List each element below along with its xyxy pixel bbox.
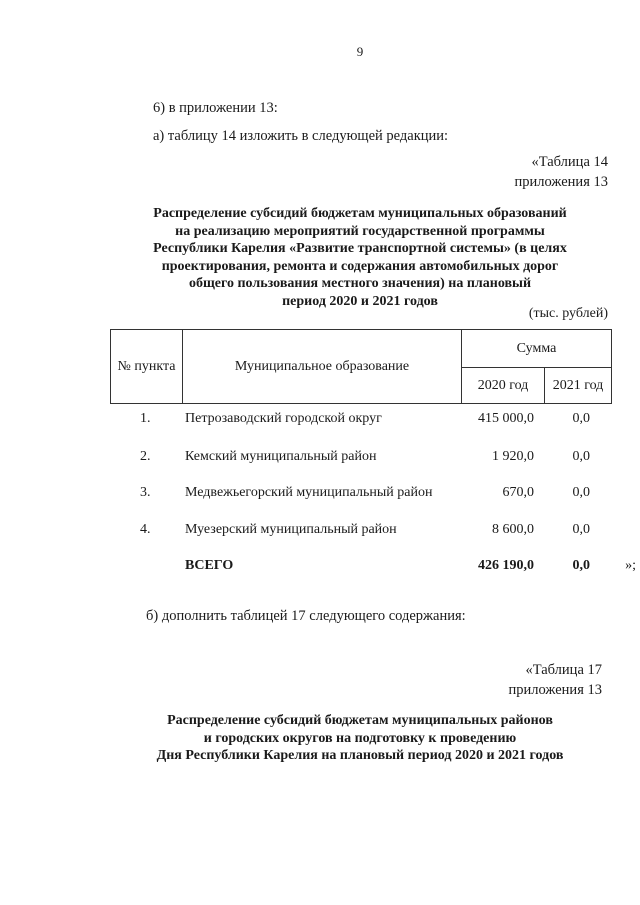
table14-ref-line2: приложения 13	[514, 174, 608, 190]
table14-title-line6: период 2020 и 2021 годов	[282, 293, 438, 309]
row-number: 3.	[140, 485, 151, 500]
row-2021-value: 0,0	[572, 522, 590, 537]
table17-ref-line2: приложения 13	[508, 682, 602, 698]
header-2020: 2020 год	[462, 368, 545, 404]
table14-title-line2: на реализацию мероприятий государственной программы	[175, 223, 545, 239]
row-2021-value: 0,0	[572, 411, 590, 426]
units-label: (тыс. рублей)	[528, 306, 608, 321]
row-2021-value: 0,0	[572, 485, 590, 500]
table17-title-line2: и городских округов на подготовку к проведению	[203, 730, 517, 746]
total-2020-value: 426 190,0	[478, 558, 534, 573]
header-2021: 2021 год	[545, 368, 612, 404]
row-number: 2.	[140, 449, 151, 464]
table14-header	[110, 329, 612, 404]
table17-ref-line1: «Таблица 17	[525, 662, 602, 678]
table14-title-line5: общего пользования местного значения) на плановый	[188, 276, 532, 291]
row-2020-value: 670,0	[502, 485, 534, 500]
page-number: 9	[356, 44, 364, 59]
row-2020-value: 415 000,0	[478, 411, 534, 426]
row-municipality: Медвежьегорский муниципальный район	[185, 485, 433, 500]
row-municipality: Кемский муниципальный район	[185, 449, 377, 464]
row-2021-value: 0,0	[572, 449, 590, 464]
header-sum: Сумма	[462, 330, 612, 368]
total-label: ВСЕГО	[185, 558, 234, 573]
table14-title-line3: Республики Карелия «Развитие транспортной системы» (в целях	[153, 241, 567, 256]
row-municipality: Муезерский муниципальный район	[185, 522, 397, 537]
table17-title-line1: Распределение субсидий бюджетам муниципальных районов	[167, 713, 553, 728]
closing-quote: »;	[625, 558, 636, 573]
header-municipality: Муниципальное образование	[183, 330, 462, 404]
row-municipality: Петрозаводский городской округ	[185, 411, 382, 426]
header-item-number: № пункта	[111, 330, 183, 404]
total-2021-value: 0,0	[572, 558, 590, 573]
row-2020-value: 8 600,0	[492, 522, 534, 537]
table17-title-line3: Дня Республики Карелия на плановый период 2020 и 2021 годов	[156, 748, 564, 763]
row-2020-value: 1 920,0	[492, 449, 534, 464]
paragraph-b: б) дополнить таблицей 17 следующего содержания:	[146, 608, 466, 624]
row-number: 1.	[140, 411, 151, 426]
table14-title	[60, 205, 640, 310]
table14-title-line4: проектирования, ремонта и содержания автомобильных дорог	[161, 258, 559, 274]
table14-reference	[515, 152, 608, 192]
table14-ref-line1: «Таблица 14	[531, 154, 608, 170]
paragraph-a: а) таблицу 14 изложить в следующей редакции:	[153, 128, 449, 144]
table17-reference	[509, 660, 602, 700]
table17-title	[55, 712, 640, 765]
paragraph-6: 6) в приложении 13:	[153, 100, 278, 116]
table14-title-line1: Распределение субсидий бюджетам муниципальных образований	[153, 206, 567, 221]
row-number: 4.	[140, 522, 151, 537]
